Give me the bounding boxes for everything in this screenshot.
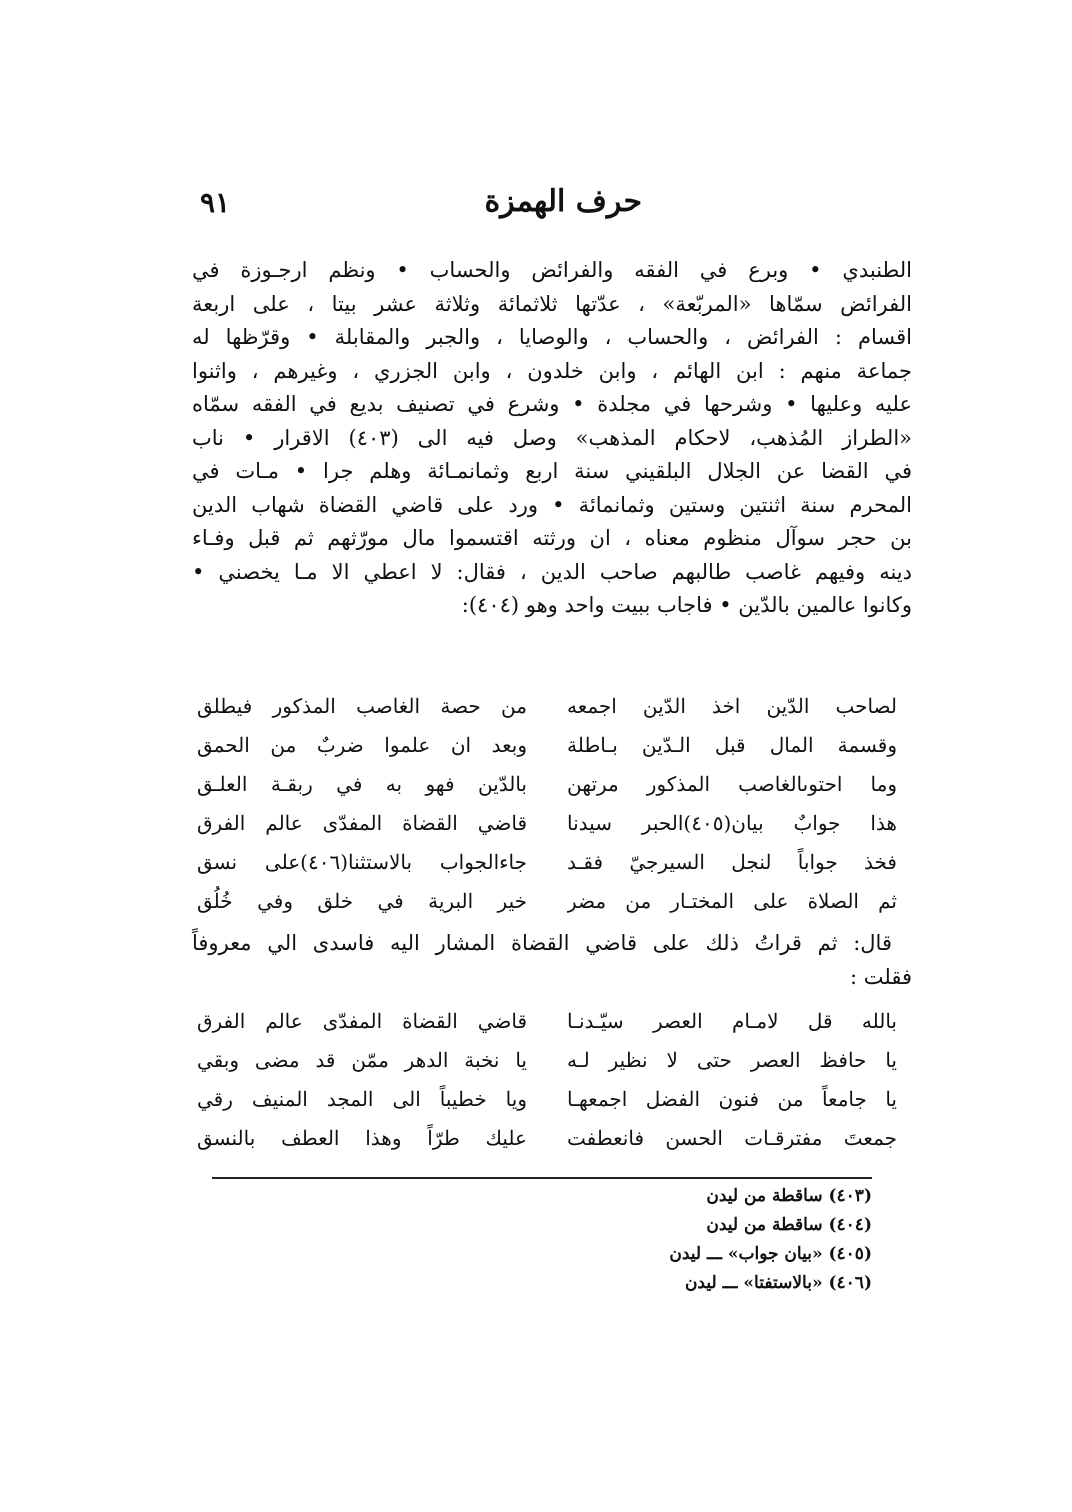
prose-line: بن حجر سوآل منظوم معناه ، ان ورثته اقتسموا مال مورّثهم ثم قبل وفـاء [192, 526, 912, 550]
footnotes [472, 1182, 872, 1298]
verse-second-hemistich: وبعد ان علموا ضربٌ من الحمق [197, 733, 527, 757]
verse-second-hemistich: من حصة الغاصب المذكور فيطلق [197, 694, 527, 718]
verse-first-hemistich: وما احتوىالغاصب المذكور مرتهن [567, 772, 897, 796]
prose-line: عليه وعليها • وشرحها في مجلدة • وشرع في تصنيف بديع في الفقه سمّاه [192, 392, 912, 416]
interlude-paragraph [192, 926, 912, 994]
verse-first-hemistich: يا جامعاً من فنون الفضل اجمعهـا [567, 1087, 897, 1111]
verse-second-hemistich: عليك طرّاً وهذا العطف بالنسق [197, 1126, 527, 1150]
prose-line: جماعة منهم : ابن الهائم ، وابن خلدون ، وابن الجزري ، وغيرهم ، واثنوا [192, 358, 912, 383]
verse-row [192, 766, 897, 805]
prose-line: في القضا عن الجلال البلقيني سنة اربع وثمانمـائة وهلم جرا • مـات في [192, 459, 912, 483]
verse-first-hemistich: وقسمة المال قبل الـدّين بـاطلة [567, 733, 897, 757]
poem-first [192, 688, 897, 922]
prose-line: المحرم سنة اثنتين وستين وثمانمائة • ورد على قاضي القضاة شهاب الدين [192, 492, 912, 517]
footnote-divider [212, 1177, 872, 1179]
page-number: ٩١ [200, 186, 231, 219]
verse-row [192, 1081, 897, 1120]
poem-second [192, 1003, 897, 1159]
verse-second-hemistich: خير البرية في خلق وفي خُلُق [197, 889, 527, 913]
verse-first-hemistich: بالله قل لامـام العصر سيّـدنـا [567, 1009, 897, 1033]
verse-row [192, 1120, 897, 1159]
verse-first-hemistich: جمعتَ مفترقـات الحسن فانعطفت [567, 1126, 897, 1150]
footnote: (٤٠٤) ساقطة من ليدن [706, 1215, 872, 1235]
verse-first-hemistich: هذا جوابٌ بيان(٤٠٥)الحبر سيدنا [567, 811, 897, 835]
prose-line: دينه وفيهم غاصب طالبهم صاحب الدين ، فقال: لا اعطي الا مـا يخصني • [192, 559, 912, 584]
verse-row [192, 727, 897, 766]
chapter-title: حرف الهمزة [484, 184, 642, 219]
verse-first-hemistich: ثم الصلاة على المختـار من مضر [567, 889, 897, 913]
prose-line: الفرائض سمّاها «المربّعة» ، عدّتها ثلاثمائة وثلاثة عشر بيتا ، على اربعة [192, 291, 912, 316]
footnote: (٤٠٣) ساقطة من ليدن [706, 1186, 872, 1206]
verse-second-hemistich: بالدّين فهو به في ربقـة العلـق [197, 772, 527, 796]
footnote: (٤٠٥) «بيان جواب» ـــ ليدن [669, 1244, 872, 1264]
prose-line: اقسام : الفرائض ، والحساب ، والوصايا ، والجبر والمقابلة • وقرّظها له [192, 325, 912, 349]
verse-row [192, 1042, 897, 1081]
verse-second-hemistich: جاءالجواب بالاستثنا(٤٠٦)على نسق [197, 850, 527, 874]
prose-paragraph [192, 254, 912, 623]
verse-row [192, 688, 897, 727]
verse-second-hemistich: قاضي القضاة المفدّى عالم الفرق [197, 1009, 527, 1033]
verse-second-hemistich: يا نخبة الدهر ممّن قد مضى وبقي [197, 1048, 527, 1072]
verse-second-hemistich: ويا خطيباً الى المجد المنيف رقي [197, 1087, 527, 1111]
verse-row [192, 805, 897, 844]
verse-row [192, 844, 897, 883]
verse-second-hemistich: قاضي القضاة المفدّى عالم الفرق [197, 811, 527, 835]
verse-row [192, 883, 897, 922]
verse-first-hemistich: فخذ جواباً لنجل السيرجيّ فقـد [567, 850, 897, 874]
prose-line: «الطراز المُذهب، لاحكام المذهب» وصل فيه الى (٤٠٣) الاقرار • ناب [192, 425, 912, 450]
interlude-line: قال: ثم قراتُ ذلك على قاضي القضاة المشار اليه فاسدى الي معروفاً [192, 931, 892, 955]
verse-first-hemistich: لصاحب الدّين اخذ الدّين اجمعه [567, 694, 897, 718]
prose-line: الطنبدي • وبرع في الفقه والفرائض والحساب • ونظم ارجـوزة في [192, 258, 912, 282]
interlude-line: فقلت : [850, 965, 912, 989]
page-header [200, 184, 872, 234]
verse-row [192, 1003, 897, 1042]
verse-first-hemistich: يا حافظ العصر حتى لا نظير لـه [567, 1048, 897, 1072]
footnote: (٤٠٦) «بالاستفتا» ـــ ليدن [684, 1273, 872, 1293]
prose-line: وكانوا عالمين بالدّين • فاجاب ببيت واحد وهو (٤٠٤): [461, 593, 912, 617]
